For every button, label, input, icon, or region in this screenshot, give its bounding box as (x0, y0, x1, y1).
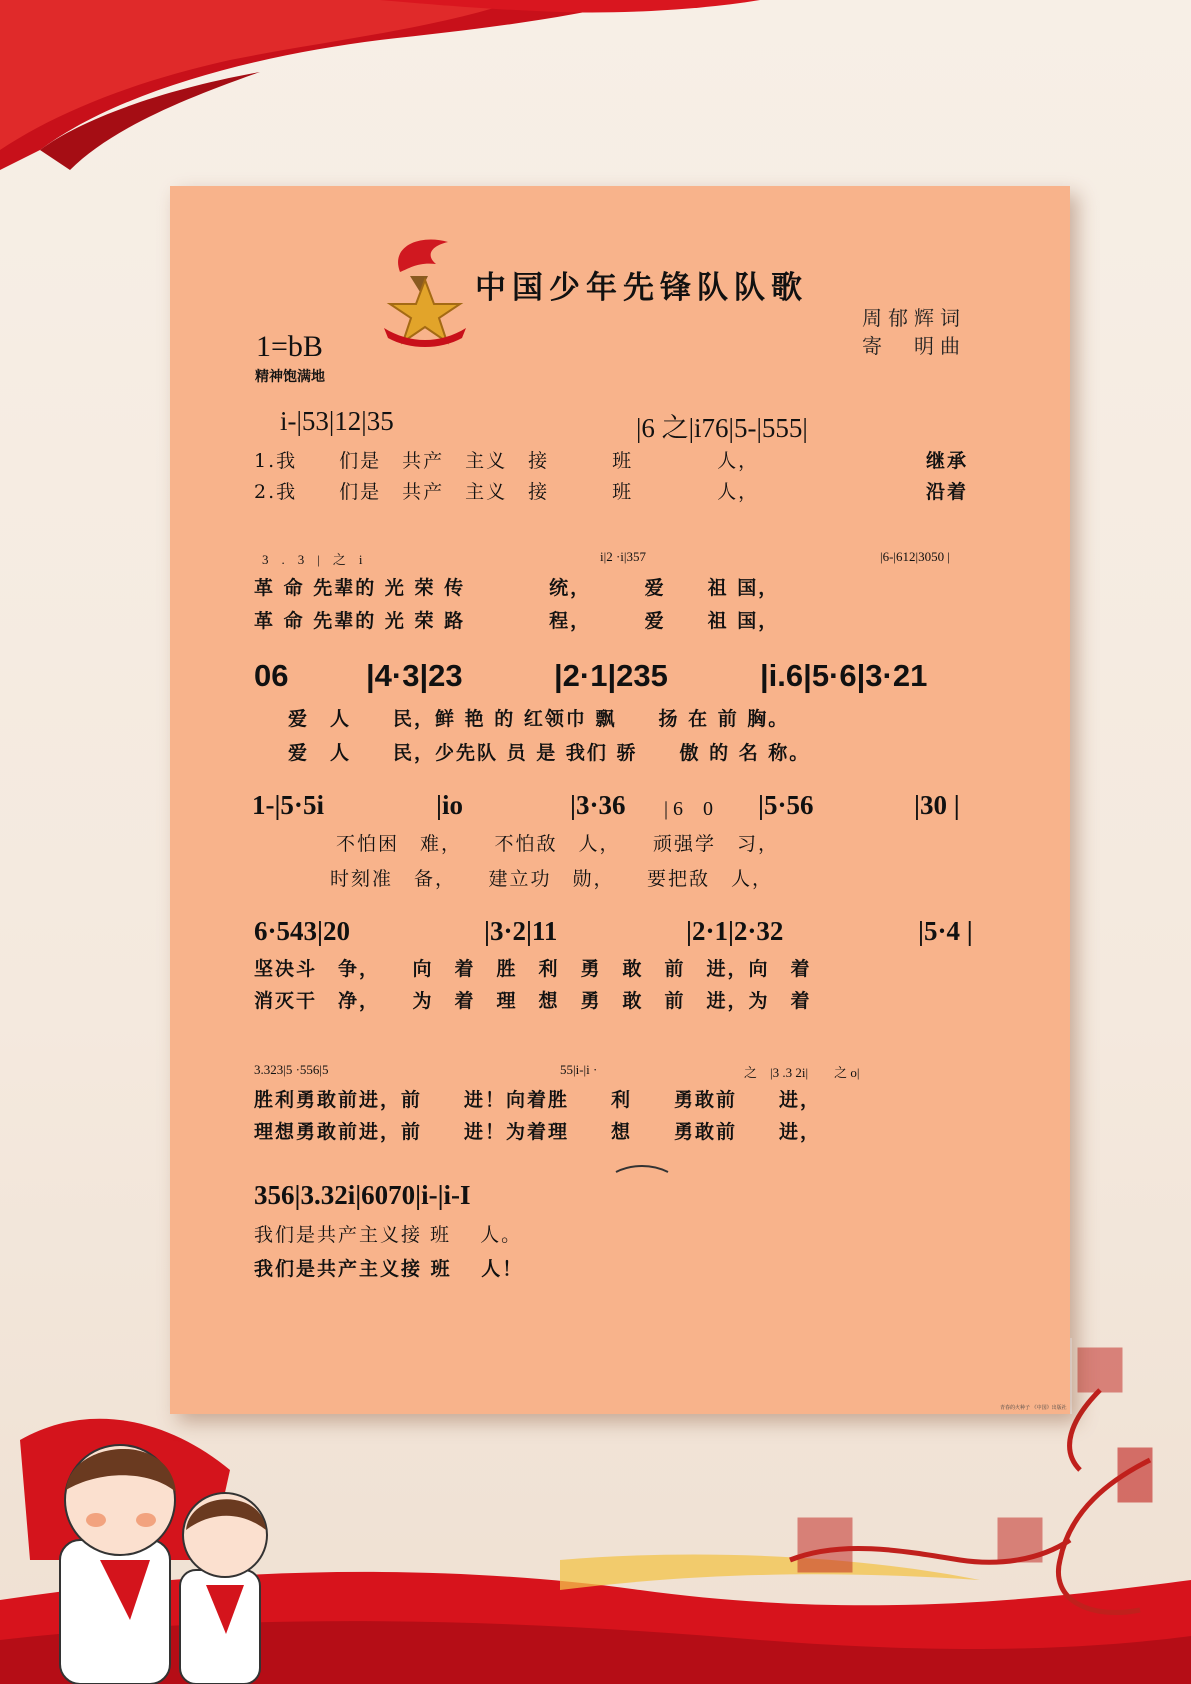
notation-line: 55|i-|i · (560, 1062, 598, 1077)
torch-star-icon (370, 232, 480, 350)
notation-line: i|2 ·i|357 (600, 549, 647, 564)
tempo-marking: 精神饱满地 (255, 369, 325, 385)
notation-line: 3.323|5 ·556|5 (254, 1062, 329, 1077)
lyric-line: 时刻准 备， 建立功 勋， 要把敌 人， (330, 868, 774, 890)
lyric-line: 消灭干 净， 为 着 理 想 勇 敢 前 进，为 着 (254, 990, 812, 1012)
notation-line: |30 | (914, 790, 960, 820)
notation-line: |io (436, 790, 463, 820)
lyric-line: 沿着 (926, 481, 969, 503)
lyric-line: 理想勇敢前进，前 进！为着理 想 勇敢前 进， (254, 1121, 822, 1143)
notation-line: |2·1|2·32 (686, 916, 784, 946)
notation-line: |5·56 (758, 790, 814, 820)
key-signature: 1=bB (256, 330, 323, 363)
notation-line: |6 之|i76|5-|555| (636, 413, 808, 443)
notation-line: |4·3|23 (366, 658, 463, 693)
notation-line: |3·2|11 (484, 916, 558, 946)
composer-credit: 寄 明曲 (862, 334, 966, 358)
notation-line: 06 (254, 658, 289, 693)
notation-line: 3 . 3 | 之 i (262, 552, 363, 567)
notation-line: |3·36 (570, 790, 626, 820)
notation-line: |5·4 | (918, 916, 973, 946)
notation-line: 6·543|20 (254, 916, 350, 946)
song-title: 中国少年先锋队队歌 (475, 270, 808, 306)
lyric-line: 革 命 先辈的 光 荣 路 程， 爱 祖 国， (254, 610, 780, 632)
lyric-line: 爱 人 民，鲜 艳 的 红领巾 飘 扬 在 前 胸。 (288, 708, 790, 730)
lyric-line: 继承 (926, 450, 969, 472)
notation-line: | 6 0 (664, 798, 714, 820)
notation-line: 1-|5·5i (252, 790, 324, 820)
notation-line: |2·1|235 (554, 658, 668, 693)
lyric-line: 2.我 们是 共产 主义 接 班 人， (254, 481, 792, 503)
lyricist-credit: 周郁辉词 (862, 306, 966, 330)
lyric-line: 爱 人 民，少先队 员 是 我们 骄 傲 的 名 称。 (288, 742, 811, 764)
lyric-line: 革 命 先辈的 光 荣 传 统， 爱 祖 国， (254, 577, 780, 599)
footer-tag: 青春的火种子 《中国》出版社 (1000, 1405, 1067, 1411)
bottom-ribbon (0, 1554, 1191, 1684)
lyric-line: 坚决斗 争， 向 着 胜 利 勇 敢 前 进，向 着 (254, 958, 812, 980)
notation-line: 之 |3 .3 2i| 之 o| (744, 1065, 860, 1080)
notation-line: i-|53|12|35 (280, 406, 394, 436)
pioneer-emblem (370, 232, 480, 350)
lyric-line: 我们是共产主义接 班 人。 (254, 1224, 523, 1246)
lyric-line: 不怕困 难， 不怕敌 人， 顽强学 习， (336, 833, 780, 855)
notation-line: |i.6|5·6|3·21 (760, 658, 928, 693)
lyric-line: 胜利勇敢前进，前 进！向着胜 利 勇敢前 进， (254, 1089, 822, 1111)
lyric-line: 1.我 们是 共产 主义 接 班 人， (254, 450, 792, 472)
notation-line: 356|3.32i|6070|i-|i-I (254, 1180, 471, 1210)
notation-line: |6-|612|3050 | (880, 549, 950, 564)
top-ribbon (0, 0, 760, 170)
slur-mark (612, 1162, 672, 1182)
lyric-line: 我们是共产主义接 班 人！ (254, 1258, 524, 1280)
